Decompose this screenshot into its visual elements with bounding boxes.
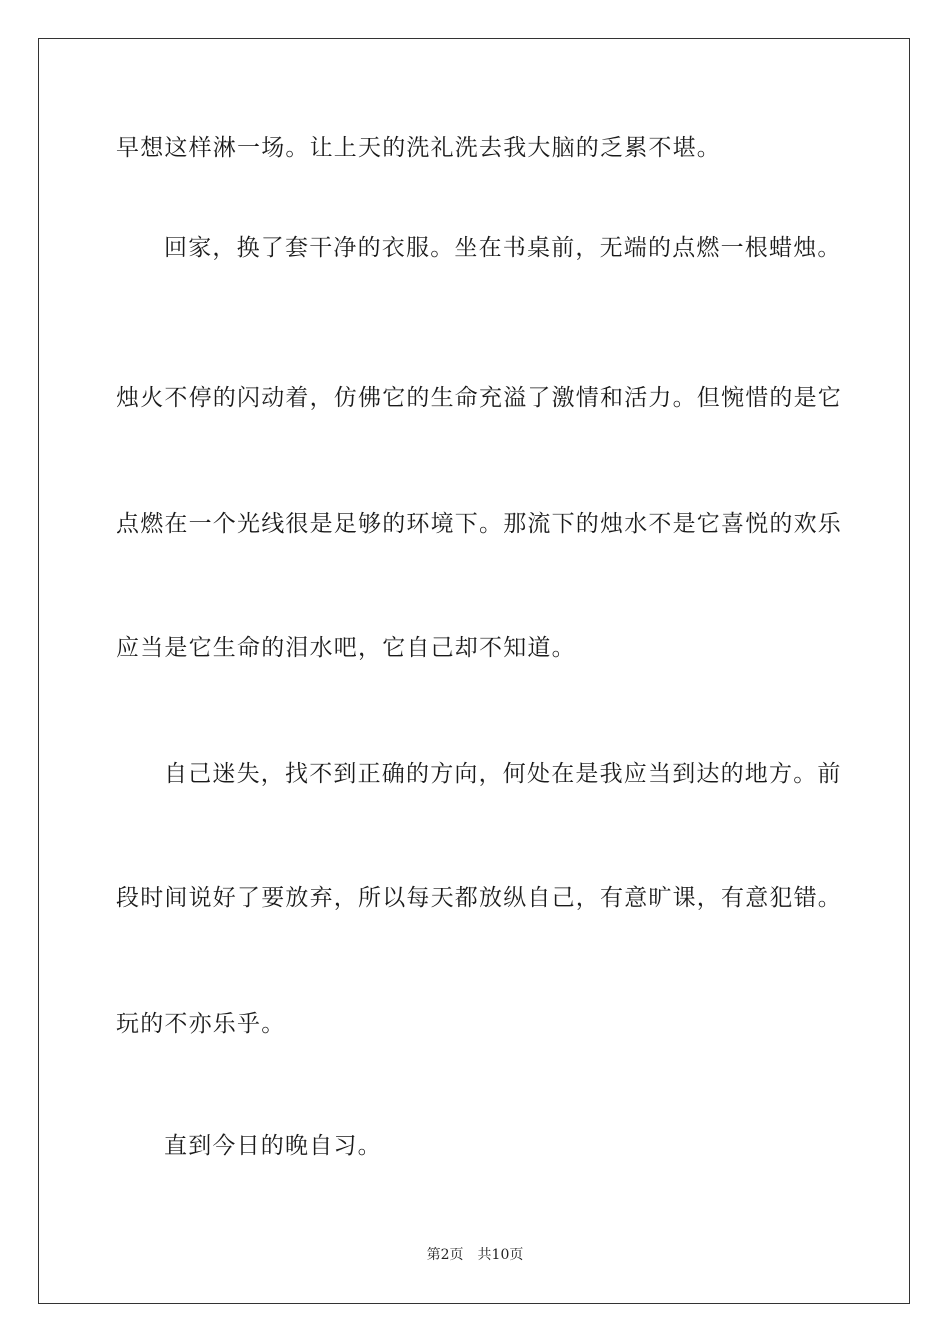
page-total: 共10页 — [477, 1247, 524, 1263]
text-line-7: 段时间说好了要放弃，所以每天都放纵自己，有意旷课，有意犯错。 — [116, 885, 842, 911]
text-line-8: 玩的不亦乐乎。 — [116, 1011, 286, 1037]
text-line-3: 烛火不停的闪动着，仿佛它的生命充溢了激情和活力。但惋惜的是它 — [116, 385, 842, 411]
page-footer — [0, 1246, 950, 1264]
text-line-1: 早想这样淋一场。让上天的洗礼洗去我大脑的乏累不堪。 — [116, 135, 721, 161]
text-line-4: 点燃在一个光线很是足够的环境下。那流下的烛水不是它喜悦的欢乐 — [116, 511, 842, 537]
text-line-2: 回家，换了套干净的衣服。坐在书桌前，无端的点燃一根蜡烛。 — [164, 235, 842, 261]
page-border — [38, 38, 910, 1304]
text-line-6: 自己迷失，找不到正确的方向，何处在是我应当到达的地方。前 — [164, 761, 842, 787]
page-number: 第2页 — [426, 1247, 464, 1263]
text-line-5: 应当是它生命的泪水吧，它自己却不知道。 — [116, 635, 576, 661]
text-line-9: 直到今日的晚自习。 — [164, 1133, 382, 1159]
